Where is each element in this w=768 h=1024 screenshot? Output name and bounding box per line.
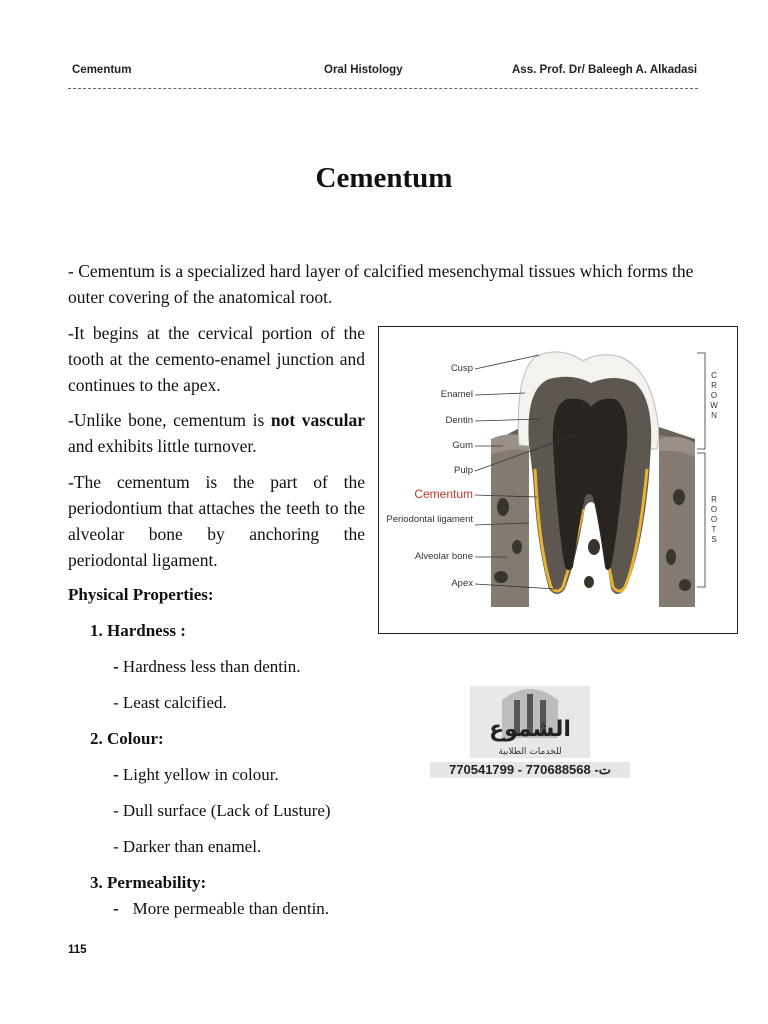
list-item — [113, 899, 329, 919]
paragraph-begins: -It begins at the cervical portion of the tooth at the cemento-enamel junction and continues to the apex. — [68, 323, 365, 395]
property-heading-hardness: 1. Hardness : — [90, 621, 186, 640]
property-heading-colour: 2. Colour: — [90, 729, 164, 748]
stamp-arabic-title: الشموع — [489, 717, 571, 742]
item-text: - Darker than enamel. — [113, 837, 262, 856]
page-title: Cementum — [315, 162, 453, 194]
intro-paragraph: - Cementum is a specialized hard layer of calcified mesenchymal tissues which forms the outer covering of the anatomical root. — [68, 261, 694, 307]
property-heading-permeability: 3. Permeability: — [90, 873, 207, 892]
item-text: Hardness less than dentin. — [118, 657, 301, 676]
stamp-logo-icon — [430, 678, 630, 762]
list-item — [113, 693, 227, 713]
physical-properties-heading: Physical Properties: — [68, 585, 214, 604]
vascular-pre: -Unlike bone, cementum is — [68, 410, 271, 430]
tooth-diagram — [378, 326, 738, 634]
page-number: 115 — [68, 944, 87, 956]
header-divider — [68, 88, 698, 89]
item-text: - Least calcified. — [113, 693, 227, 712]
label-periodontal-ligament: Periodontal ligament — [386, 514, 473, 525]
header-chapter: Cementum — [72, 64, 132, 76]
label-alveolar-bone: Alveolar bone — [414, 551, 473, 562]
item-text: Light yellow in colour. — [118, 765, 279, 784]
list-item — [113, 765, 279, 785]
stamp-arabic-sub: للخدمات الطلابية — [498, 747, 562, 757]
label-gum: Gum — [452, 440, 473, 451]
vascular-bold: not vascular — [270, 410, 365, 430]
paragraph-periodontium: -The cementum is the part of the periodontium that attaches the teeth to the alveolar bone by anchoring the periodontal ligament. — [68, 472, 365, 570]
label-cusp: Cusp — [450, 363, 473, 374]
stamp-phone: 770541799 - 770688568 -ت — [430, 762, 630, 778]
label-crown: CROWN — [710, 371, 718, 420]
item-marker: - — [113, 657, 119, 676]
item-text: - Dull surface (Lack of Lusture) — [113, 801, 331, 820]
paragraph-vascular — [68, 407, 365, 459]
label-cementum: Cementum — [414, 487, 473, 501]
list-item — [113, 837, 261, 857]
publisher-stamp — [430, 678, 630, 784]
list-item — [113, 801, 331, 821]
label-enamel: Enamel — [440, 389, 473, 400]
header-author: Ass. Prof. Dr/ Baleegh A. Alkadasi — [512, 64, 698, 76]
vascular-post: and exhibits little turnover. — [68, 436, 257, 456]
label-dentin: Dentin — [445, 415, 473, 426]
item-marker: - — [113, 899, 119, 918]
label-apex: Apex — [451, 578, 473, 589]
list-item — [113, 657, 300, 677]
label-pulp: Pulp — [453, 465, 473, 476]
header-subject: Oral Histology — [324, 64, 403, 76]
item-text: More permeable than dentin. — [132, 899, 330, 918]
label-roots: ROOTS — [710, 495, 718, 544]
item-marker: - — [113, 765, 119, 784]
